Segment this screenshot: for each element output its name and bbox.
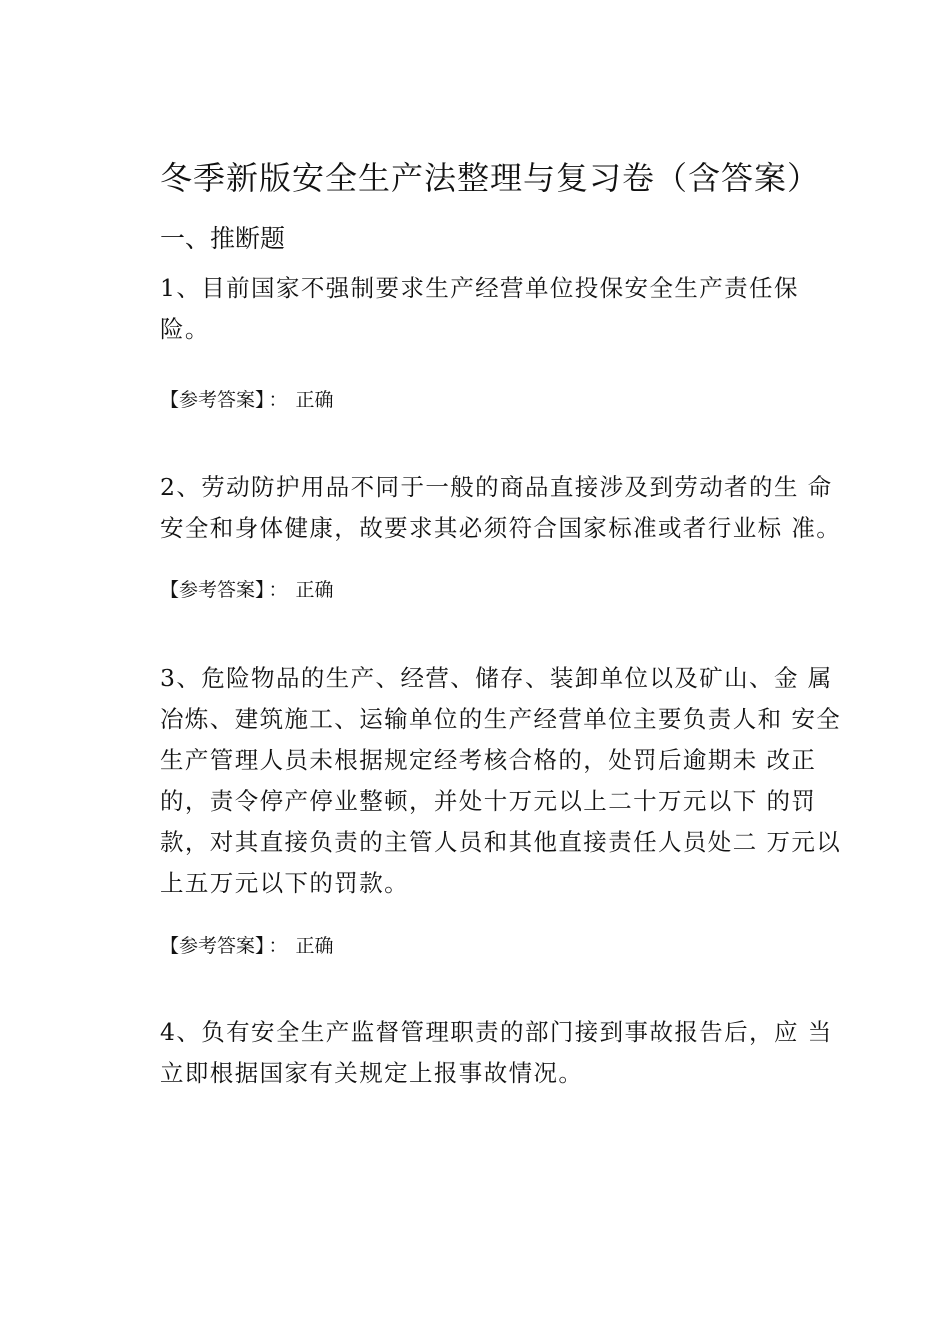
question-2-line-2: 安全和身体健康，故要求其必须符合国家标准或者行业标 准。: [160, 514, 842, 542]
question-3-line-5: 款，对其直接负责的主管人员和其他直接责任人员处二 万元以: [160, 828, 842, 856]
question-2-line-1: 2、劳动防护用品不同于一般的商品直接涉及到劳动者的生 命: [160, 473, 833, 501]
answer-value: 正确: [295, 389, 334, 411]
answer-label: 【参考答案】: [160, 935, 265, 957]
question-4-line-1: 4、负有安全生产监督管理职责的部门接到事故报告后，应 当: [160, 1018, 833, 1046]
document-title: 冬季新版安全生产法整理与复习卷（含答案）: [160, 159, 821, 197]
question-1: [160, 268, 840, 350]
question-1-line-1: 1、目前国家不强制要求生产经营单位投保安全生产责任保: [160, 274, 799, 302]
answer-3: [160, 931, 334, 961]
question-2: [160, 467, 840, 549]
question-1-line-2: 险。: [160, 315, 210, 343]
answer-value: 正确: [295, 579, 334, 601]
question-4-line-2: 立即根据国家有关规定上报事故情况。: [160, 1059, 584, 1087]
answer-colon: ：: [268, 389, 288, 411]
answer-value: 正确: [295, 935, 334, 957]
question-3-line-4: 的，责令停产停业整顿，并处十万元以上二十万元以下 的罚: [160, 787, 817, 815]
question-3-line-6: 上五万元以下的罚款。: [160, 869, 409, 897]
section-heading: 一、推断题: [160, 224, 286, 253]
answer-1: [160, 385, 334, 415]
question-3: [160, 658, 840, 904]
answer-label: 【参考答案】: [160, 389, 265, 411]
question-3-line-1: 3、危险物品的生产、经营、储存、装卸单位以及矿山、金 属: [160, 664, 833, 692]
answer-colon: ：: [268, 579, 288, 601]
answer-colon: ：: [268, 935, 288, 957]
question-3-line-2: 冶炼、建筑施工、运输单位的生产经营单位主要负责人和 安全: [160, 705, 842, 733]
answer-label: 【参考答案】: [160, 579, 265, 601]
answer-2: [160, 575, 334, 605]
question-4: [160, 1012, 840, 1094]
question-3-line-3: 生产管理人员未根据规定经考核合格的，处罚后逾期未 改正: [160, 746, 817, 774]
